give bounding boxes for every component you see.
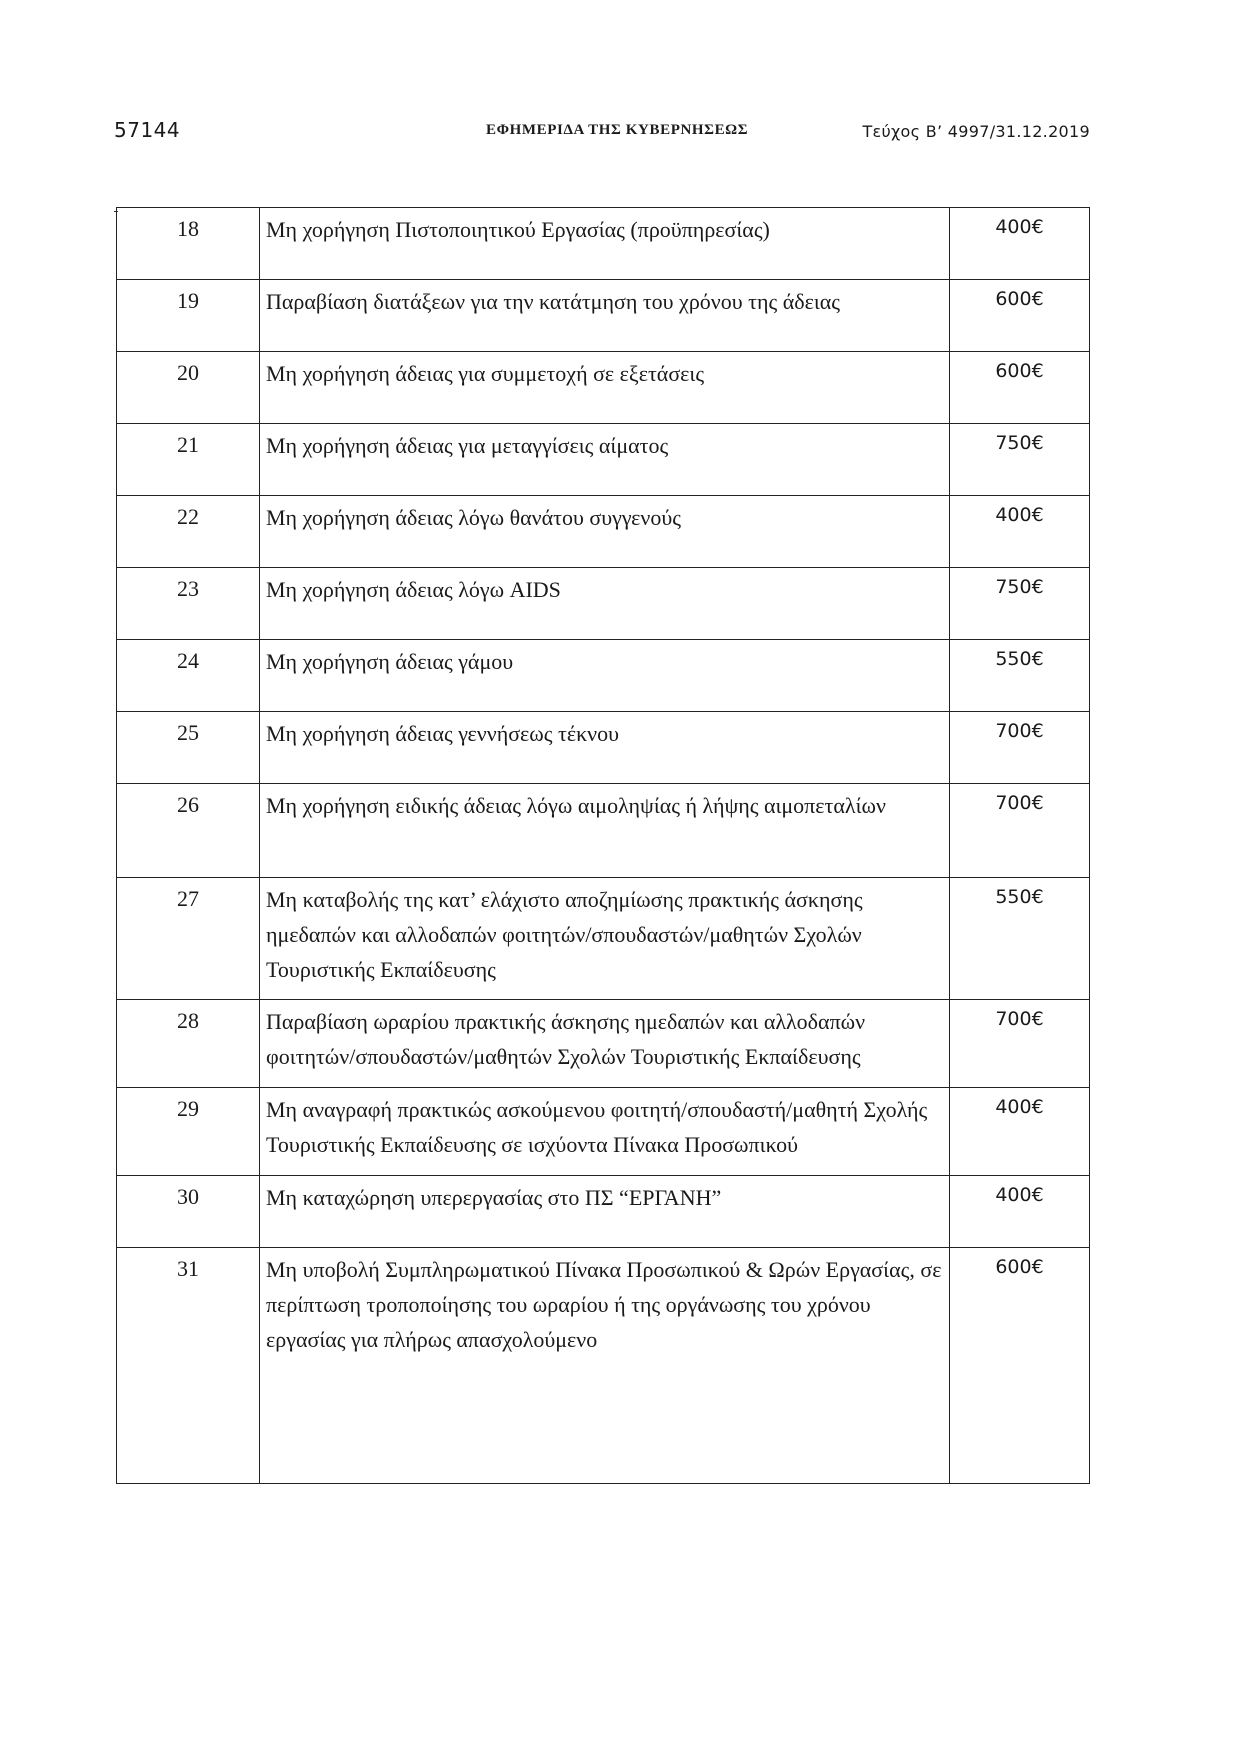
table-row bbox=[117, 496, 1090, 568]
violation-description: Μη καταβολής της κατ’ ελάχιστο αποζημίωσης πρακτικής άσκησης ημεδαπών και αλλοδαπών φοιτητών/σπουδαστών/μαθητών Σχολών Τουριστικής Εκπαίδευσης bbox=[260, 878, 950, 1000]
violation-description: Παραβίαση διατάξεων για την κατάτμηση του χρόνου της άδειας bbox=[260, 280, 950, 352]
page-number: 57144 bbox=[114, 118, 181, 142]
fine-amount: 750€ bbox=[950, 424, 1090, 496]
row-number: 26 bbox=[117, 784, 260, 878]
row-number: 20 bbox=[117, 352, 260, 424]
row-number: 25 bbox=[117, 712, 260, 784]
fine-amount: 700€ bbox=[950, 712, 1090, 784]
fine-amount: 400€ bbox=[950, 208, 1090, 280]
fine-amount: 550€ bbox=[950, 640, 1090, 712]
fine-amount: 750€ bbox=[950, 568, 1090, 640]
fine-amount: 400€ bbox=[950, 1176, 1090, 1248]
violation-description: Μη καταχώρηση υπερεργασίας στο ΠΣ “ΕΡΓΑΝΗ” bbox=[260, 1176, 950, 1248]
table-row bbox=[117, 1088, 1090, 1176]
violation-description: Μη χορήγηση άδειας γάμου bbox=[260, 640, 950, 712]
table-row bbox=[117, 424, 1090, 496]
row-number: 29 bbox=[117, 1088, 260, 1176]
violation-description: Μη χορήγηση άδειας λόγω θανάτου συγγενούς bbox=[260, 496, 950, 568]
fine-amount: 700€ bbox=[950, 1000, 1090, 1088]
row-number: 27 bbox=[117, 878, 260, 1000]
table-row bbox=[117, 352, 1090, 424]
row-number: 22 bbox=[117, 496, 260, 568]
issue-reference: Τεύχος Β’ 4997/31.12.2019 bbox=[862, 122, 1090, 141]
fine-amount: 600€ bbox=[950, 352, 1090, 424]
violation-description: Μη χορήγηση άδειας γεννήσεως τέκνου bbox=[260, 712, 950, 784]
page-header bbox=[114, 118, 1090, 148]
fines-table bbox=[116, 207, 1090, 1484]
table-row bbox=[117, 280, 1090, 352]
row-number: 28 bbox=[117, 1000, 260, 1088]
row-number: 23 bbox=[117, 568, 260, 640]
table-row bbox=[117, 640, 1090, 712]
fine-amount: 700€ bbox=[950, 784, 1090, 878]
table-row bbox=[117, 878, 1090, 1000]
row-number: 30 bbox=[117, 1176, 260, 1248]
violation-description: Μη αναγραφή πρακτικώς ασκούμενου φοιτητή/σπουδαστή/μαθητή Σχολής Τουριστικής Εκπαίδευσης σε ισχύοντα Πίνακα Προσωπικού bbox=[260, 1088, 950, 1176]
table-row bbox=[117, 1000, 1090, 1088]
row-number: 31 bbox=[117, 1248, 260, 1484]
row-number: 18 bbox=[117, 208, 260, 280]
violation-description: Μη χορήγηση άδειας για συμμετοχή σε εξετάσεις bbox=[260, 352, 950, 424]
fine-amount: 600€ bbox=[950, 1248, 1090, 1484]
row-number: 19 bbox=[117, 280, 260, 352]
table-row bbox=[117, 1176, 1090, 1248]
table-row bbox=[117, 784, 1090, 878]
fine-amount: 400€ bbox=[950, 1088, 1090, 1176]
fine-amount: 400€ bbox=[950, 496, 1090, 568]
violation-description: Μη χορήγηση άδειας λόγω AIDS bbox=[260, 568, 950, 640]
table-row bbox=[117, 568, 1090, 640]
violation-description: Μη χορήγηση Πιστοποιητικού Εργασίας (προϋπηρεσίας) bbox=[260, 208, 950, 280]
gazette-title: ΕΦΗΜΕΡΙΔΑ ΤΗΣ ΚΥΒΕΡΝΗΣΕΩΣ bbox=[486, 122, 749, 138]
table-row bbox=[117, 208, 1090, 280]
violation-description: Παραβίαση ωραρίου πρακτικής άσκησης ημεδαπών και αλλοδαπών φοιτητών/σπουδαστών/μαθητών Σχολών Τουριστικής Εκπαίδευσης bbox=[260, 1000, 950, 1088]
violation-description: Μη χορήγηση ειδικής άδειας λόγω αιμοληψίας ή λήψης αιμοπεταλίων bbox=[260, 784, 950, 878]
fine-amount: 600€ bbox=[950, 280, 1090, 352]
table-row bbox=[117, 1248, 1090, 1484]
violation-description: Μη υποβολή Συμπληρωματικού Πίνακα Προσωπικού & Ωρών Εργασίας, σε περίπτωση τροποποίησης του ωραρίου ή της οργάνωσης του χρόνου εργασίας για πλήρως απασχολούμενο bbox=[260, 1248, 950, 1484]
row-number: 21 bbox=[117, 424, 260, 496]
fine-amount: 550€ bbox=[950, 878, 1090, 1000]
row-number: 24 bbox=[117, 640, 260, 712]
violation-description: Μη χορήγηση άδειας για μεταγγίσεις αίματος bbox=[260, 424, 950, 496]
table-row bbox=[117, 712, 1090, 784]
